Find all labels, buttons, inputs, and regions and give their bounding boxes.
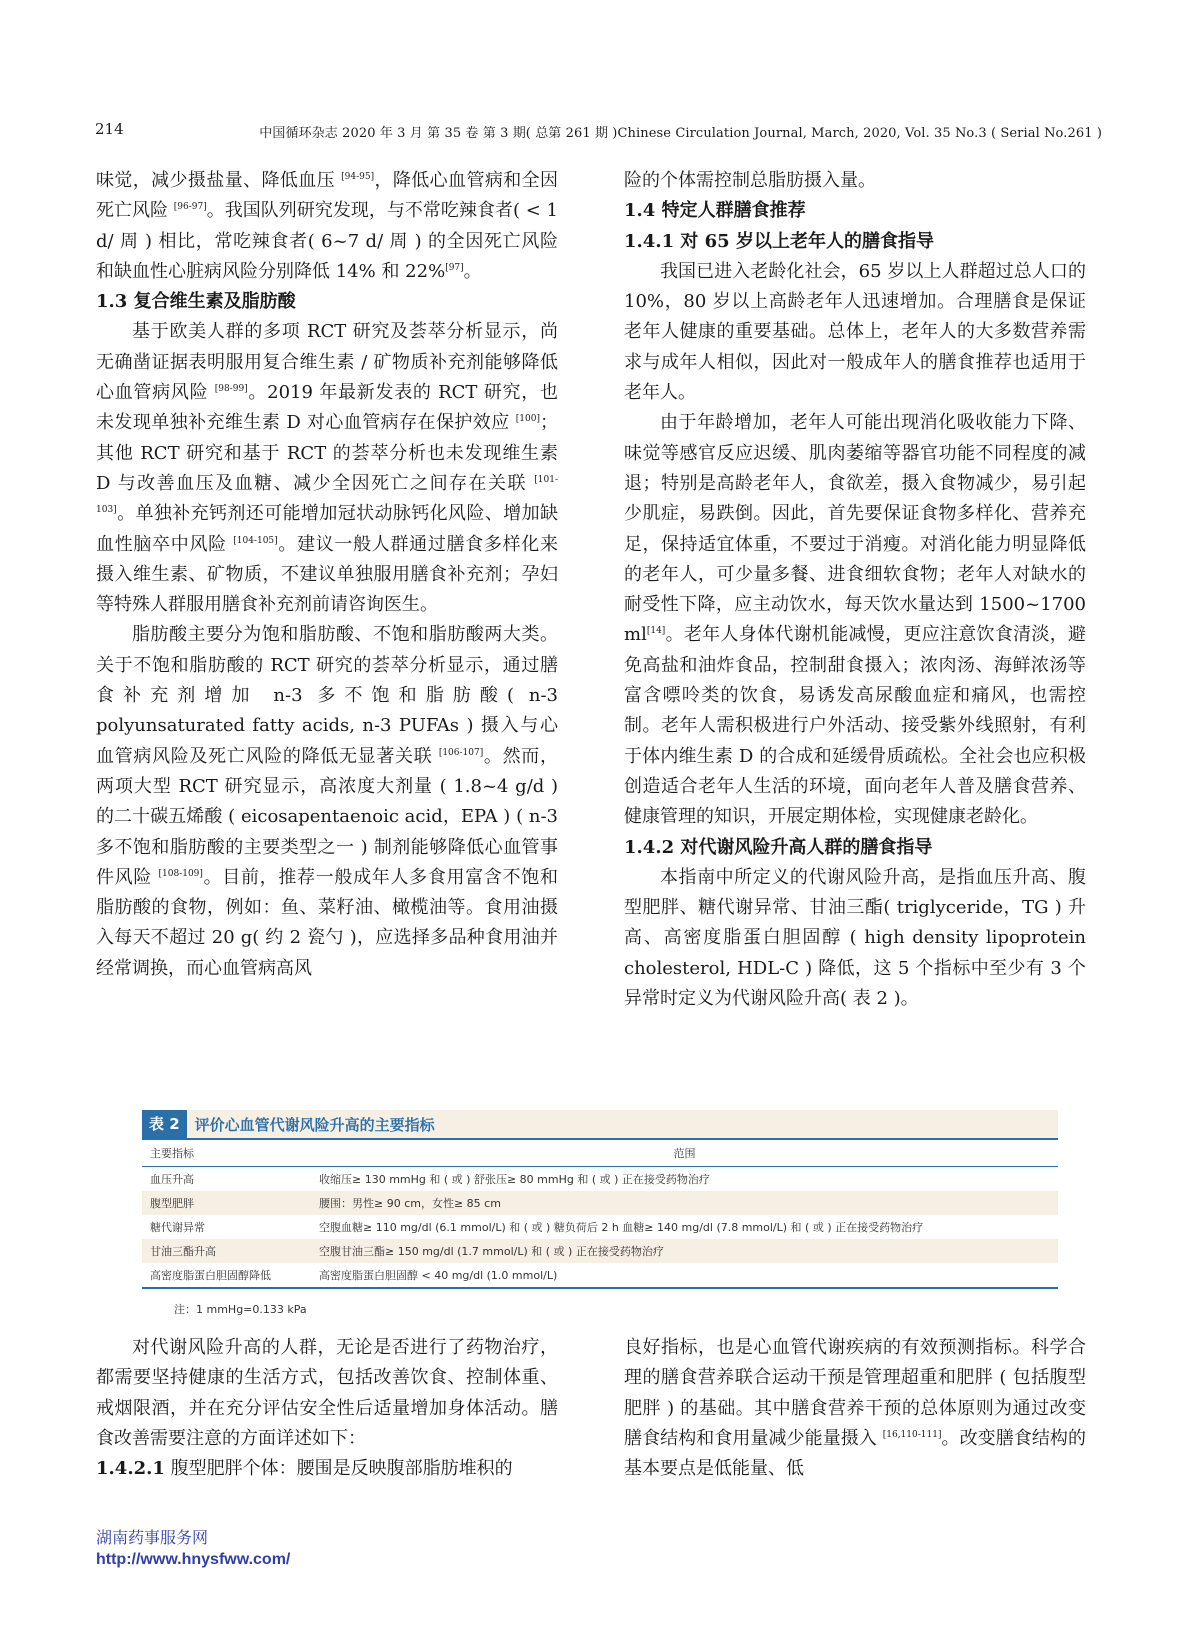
citation-ref: [16,110-111] bbox=[882, 1429, 942, 1440]
paragraph bbox=[96, 317, 558, 620]
citation-ref: [100] bbox=[515, 414, 540, 425]
citation-ref: [94-95] bbox=[341, 172, 375, 182]
left-column-top bbox=[96, 166, 558, 984]
watermark-url[interactable]: http://www.hnysfww.com/ bbox=[96, 1551, 291, 1568]
text-run: 。建议一般人群通过膳食多样化来摄入维生素、矿物质，不建议单独服用膳食补充剂；孕妇等特殊人群服用膳食补充剂前请咨询医生。 bbox=[96, 533, 558, 616]
citation-ref: [104-105] bbox=[233, 535, 278, 546]
right-column-bottom bbox=[624, 1333, 1086, 1484]
text-run: 脂肪酸主要分为饱和脂肪酸、不饱和脂肪酸两大类。关于不饱和脂肪酸的 RCT 研究的荟萃分析显示，通过膳食补充剂增加 n-3 多不饱和脂肪酸( n-3 polyunsaturated fatty acids, n-3 PUFAs ) 摄入与心血管病风险及死亡风险的降低无显著关联 bbox=[96, 624, 558, 767]
table-cell: 高密度脂蛋白胆固醇降低 bbox=[142, 1263, 311, 1288]
text-run: 味觉，减少摄盐量、降低血压 bbox=[96, 170, 342, 191]
text-run: 。单独补充钙剂还可能增加冠状动脉钙化风险、增加缺血性脑卒中风险 bbox=[96, 503, 558, 555]
text-run: ，降低心血管病和全因死亡风险 bbox=[96, 170, 558, 222]
section-heading-1-3: 1.3 复合维生素及脂肪酸 bbox=[96, 291, 296, 313]
table-header-row bbox=[142, 1140, 1058, 1167]
table-row bbox=[142, 1191, 1058, 1215]
subsection-number: 1.4.2.1 bbox=[96, 1458, 165, 1480]
watermark-name: 湖南药事服务网 bbox=[96, 1530, 209, 1547]
left-column-bottom bbox=[96, 1333, 558, 1484]
text-run: ；其他 RCT 研究和基于 RCT 的荟萃分析也未发现维生素 D 与改善血压及血糖、减少全因死亡之间存在关联 bbox=[96, 412, 558, 494]
citation-ref: [101-103] bbox=[96, 474, 558, 516]
table-cell: 血压升高 bbox=[150, 1173, 194, 1186]
paragraph bbox=[96, 166, 558, 287]
citation-ref: [98-99] bbox=[214, 384, 248, 395]
section-heading-1-4-2: 1.4.2 对代谢风险升高人群的膳食指导 bbox=[624, 836, 933, 858]
paragraph bbox=[624, 863, 1086, 1014]
subsection-text: 腹型肥胖个体：腰围是反映腹部脂肪堆积的 bbox=[170, 1458, 513, 1480]
table-2 bbox=[142, 1110, 1058, 1317]
paragraph bbox=[624, 166, 1086, 196]
citation-ref: [96-97] bbox=[173, 202, 207, 213]
text-run: 。目前，推荐一般成年人多食用富含不饱和脂肪酸的食物，例如：鱼、菜籽油、橄榄油等。食用油摄入每天不超过 20 g( 约 2 瓷勺 )，应选择多品种食用油并经常调换，而心血管病高风 bbox=[96, 866, 558, 979]
table-cell: 收缩压≥ 130 mmHg 和 ( 或 ) 舒张压≥ 80 mmHg 和 ( 或 ) 正在接受药物治疗 bbox=[319, 1173, 710, 1186]
column-header: 范围 bbox=[311, 1140, 1058, 1167]
running-header: 中国循环杂志 2020 年 3 月 第 35 卷 第 3 期( 总第 261 期 )Chinese Circulation Journal, March, 2020, Vol. 35 No.3 ( Serial No.261 ) bbox=[259, 126, 1102, 141]
table-cell: 腰围：男性≥ 90 cm，女性≥ 85 cm bbox=[311, 1191, 1058, 1215]
watermark bbox=[96, 1528, 290, 1570]
table-cell: 空腹血糖≥ 110 mg/dl (6.1 mmol/L) 和 ( 或 ) 糖负荷后 2 h 血糖≥ 140 mg/dl (7.8 mmol/L) 和 ( 或 ) 正在接受药物治疗 bbox=[319, 1221, 924, 1234]
indicator-table bbox=[142, 1140, 1058, 1289]
table-row bbox=[142, 1239, 1058, 1263]
table-label: 表 2 bbox=[142, 1110, 187, 1138]
text-run: 险的个体需控制总脂肪摄入量。 bbox=[624, 170, 876, 191]
column-header: 主要指标 bbox=[142, 1140, 311, 1167]
text-run: 本指南中所定义的代谢风险升高，是指血压升高、腹型肥胖、糖代谢异常、甘油三酯( triglyceride，TG ) 升高、高密度脂蛋白胆固醇 ( high density lipoprotein cholesterol, HDL-C ) 降低，这 5 个指标中至少有 3 个异常时定义为代谢风险升高( 表 2 )。 bbox=[624, 866, 1086, 1010]
text-run: 。改变膳食结构的基本要点是低能量、低 bbox=[624, 1427, 1087, 1480]
table-row bbox=[142, 1167, 1058, 1192]
section-heading-1-4: 1.4 特定人群膳食推荐 bbox=[624, 200, 806, 222]
table-title-bar bbox=[142, 1110, 1058, 1140]
page-number: 214 bbox=[95, 120, 124, 138]
text-run: 由于年龄增加，老年人可能出现消化吸收能力下降、味觉等感官反应迟缓、肌肉萎缩等器官功能不同程度的减退；特别是高龄老年人，食欲差，摄入食物减少，易引起少肌症，易跌倒。因此，首先要保证食物多样化、营养充足，保持适宜体重，不要过于消瘦。对消化能力明显降低的老年人，可少量多餐、进食细软食物；老年人对缺水的耐受性下降，应主动饮水，每天饮水量达到 1500~1700 ml bbox=[624, 412, 1086, 646]
citation-ref: [106-107] bbox=[438, 747, 484, 758]
text-run: 基于欧美人群的多项 RCT 研究及荟萃分析显示，尚无确凿证据表明服用复合维生素 / 矿物质补充剂能够降低心血管病风险 bbox=[96, 321, 558, 404]
table-row bbox=[142, 1215, 1058, 1239]
text-run: 我国已进入老龄化社会，65 岁以上人群超过总人口的 10%，80 岁以上高龄老年人迅速增加。合理膳食是保证老年人健康的重要基础。总体上，老年人的大多数营养需求与成年人相似，因此对一般成年人的膳食推荐也适用于老年人。 bbox=[624, 260, 1086, 404]
paragraph bbox=[96, 620, 558, 984]
paragraph bbox=[624, 1333, 1086, 1484]
section-heading-1-4-1: 1.4.1 对 65 岁以上老年人的膳食指导 bbox=[624, 230, 934, 252]
citation-ref: [97] bbox=[445, 262, 464, 273]
table-title: 评价心血管代谢风险升高的主要指标 bbox=[194, 1115, 435, 1134]
text-run: 。老年人身体代谢机能减慢，更应注意饮食清淡，避免高盐和油炸食品，控制甜食摄入；浓肉汤、海鲜浓汤等富含嘌呤类的饮食，易诱发高尿酸血症和痛风，也需控制。老年人需积极进行户外活动、接受紫外线照射，有利于体内维生素 D 的合成和延缓骨质疏松。全社会也应积极创造适合老年人生活的环境，面向老年人普及膳食营养、健康管理的知识，开展定期体检，实现健康老龄化。 bbox=[624, 624, 1086, 828]
paragraph bbox=[624, 408, 1086, 832]
right-column-top bbox=[624, 166, 1086, 1014]
text-run: 。2019 年最新发表的 RCT 研究，也未发现单独补充维生素 D 对心血管病存在保护效应 bbox=[96, 382, 558, 434]
table-cell: 空腹甘油三酯≥ 150 mg/dl (1.7 mmol/L) 和 ( 或 ) 正在接受药物治疗 bbox=[311, 1239, 1058, 1263]
text-run: 。 bbox=[463, 260, 482, 282]
table-cell: 糖代谢异常 bbox=[150, 1221, 205, 1234]
table-cell: 腹型肥胖 bbox=[142, 1191, 311, 1215]
paragraph bbox=[624, 257, 1086, 408]
text-run: 对代谢风险升高的人群，无论是否进行了药物治疗，都需要坚持健康的生活方式，包括改善饮食、控制体重、戒烟限酒，并在充分评估安全性后适量增加身体活动。膳食改善需要注意的方面详述如下： bbox=[96, 1337, 558, 1449]
citation-ref: [108-109] bbox=[158, 868, 203, 879]
paragraph bbox=[96, 1333, 558, 1454]
table-note: 注：1 mmHg=0.133 kPa bbox=[174, 1303, 307, 1316]
citation-ref: [14] bbox=[646, 626, 666, 637]
text-run: 。然而，两项大型 RCT 研究显示，高浓度大剂量 ( 1.8~4 g/d ) 的二十碳五烯酸 ( eicosapentaenoic acid，EPA ) ( n-3 多不饱和脂肪酸的主要类型之一 ) 制剂能够降低心血管事件风险 bbox=[96, 745, 558, 888]
table-cell: 甘油三酯升高 bbox=[142, 1239, 311, 1263]
text-run: 。我国队列研究发现，与不常吃辣食者( < 1 d/ 周 ) 相比，常吃辣食者( 6~7 d/ 周 ) 的全因死亡风险和缺血性心脏病风险分别降低 14% 和 22% bbox=[96, 200, 558, 282]
subsection-paragraph bbox=[96, 1454, 558, 1484]
table-row bbox=[142, 1263, 1058, 1288]
text-run: 良好指标，也是心血管代谢疾病的有效预测指标。科学合理的膳食营养联合运动干预是管理超重和肥胖 ( 包括腹型肥胖 ) 的基础。其中膳食营养干预的总体原则为通过改变膳食结构和食用量减少能量摄入 bbox=[624, 1337, 1086, 1449]
table-cell: 高密度脂蛋白胆固醇 < 40 mg/dl (1.0 mmol/L) bbox=[311, 1263, 1058, 1288]
